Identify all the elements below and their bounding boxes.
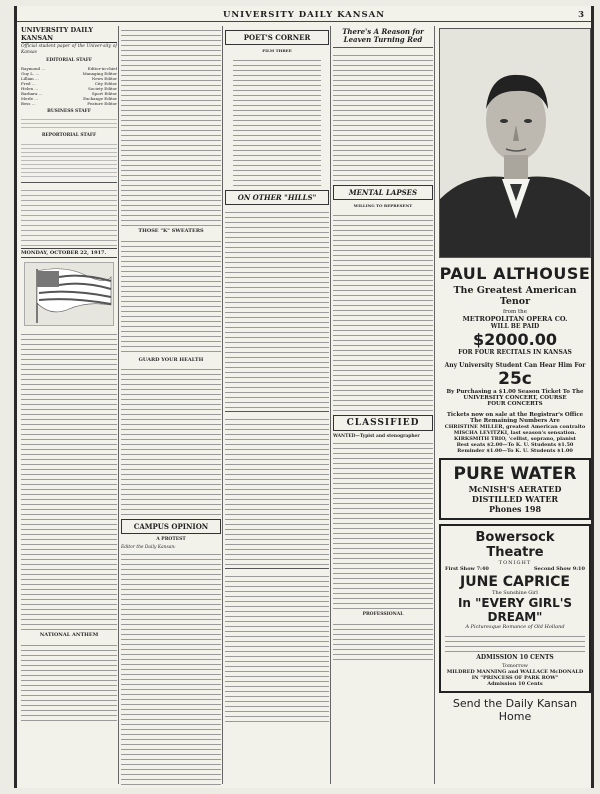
artist-name: PAUL ALTHOUSE xyxy=(439,264,591,283)
column-rule xyxy=(118,26,119,784)
health-body xyxy=(121,365,221,515)
letter-heading: A PROTEST xyxy=(156,537,186,543)
poets-corner-heading: POET'S CORNER xyxy=(225,30,329,45)
remaining-numbers: The Remaining Numbers Are xyxy=(470,418,560,424)
artist-listing-3: KIRKSMITH TRIO, 'cellist, soprano, pianist xyxy=(454,436,576,442)
from-label: from the xyxy=(503,309,527,315)
first-show: First Show 7:40 xyxy=(445,566,489,572)
other-hills-body xyxy=(225,208,329,408)
recitals-line: FOR FOUR RECITALS IN KANSAS xyxy=(458,349,572,356)
staff-name: Lillian ... xyxy=(21,75,39,81)
poem-body xyxy=(233,56,321,186)
willing-heading: WILLING TO REPRESENT xyxy=(353,203,413,208)
second-show: Second Show 9:10 xyxy=(534,566,585,572)
column-text-2 xyxy=(225,572,329,722)
artist-portrait xyxy=(439,28,591,258)
leaven-body xyxy=(333,51,433,181)
column-rule xyxy=(434,26,435,784)
tomorrow-stars: MILDRED MANNING and WALLACE McDONALD xyxy=(446,669,584,675)
staff-name: Merle ... xyxy=(21,95,39,101)
column-advertisements xyxy=(437,26,593,786)
staff-name: Barbara ... xyxy=(21,90,43,96)
ticket-line-1: By Purchasing a $1.00 Season Ticket To The xyxy=(446,389,584,395)
pure-water-sub1: McNISH'S AERATED xyxy=(468,484,562,494)
movie-star: JUNE CAPRICE xyxy=(460,574,570,590)
artist-listing-2: MISCHA LEVITZKI, last season's sensation. xyxy=(453,430,577,436)
staff-role: Society Editor xyxy=(88,85,117,91)
editorial-body xyxy=(121,26,221,226)
sweaters-body xyxy=(121,237,221,355)
theatre-name: Bowersock Theatre xyxy=(475,530,555,560)
staff-role: Editor-in-chief xyxy=(87,65,117,71)
paper-subtitle: Official student paper of the Univer-sity of Kansas xyxy=(21,44,117,55)
tomorrow-film: IN "PRINCESS OF PARK ROW" xyxy=(471,675,559,681)
reportorial-staff-lines xyxy=(21,141,117,179)
tonight-label: TONIGHT xyxy=(498,560,532,566)
staff-role: Sport Editor xyxy=(91,90,117,96)
wanted-ad: WANTED—Typist and stenographer xyxy=(333,433,420,439)
staff-name: Fred ... xyxy=(21,80,36,86)
opera-company: METROPOLITAN OPERA CO. xyxy=(462,315,568,323)
campus-opinion-heading: CAMPUS OPINION xyxy=(121,519,221,534)
divider xyxy=(225,568,329,569)
artist-listing-1: CHRISTINE MILLER, greatest American contralto xyxy=(444,424,586,430)
fee-amount: $2000.00 xyxy=(472,330,557,349)
professional-heading: PROFESSIONAL xyxy=(362,612,404,618)
other-hills-heading: ON OTHER "HILLS" xyxy=(225,190,329,205)
divider xyxy=(333,47,433,48)
lapses-body xyxy=(333,211,433,411)
artist-subtitle: The Greatest American Tenor xyxy=(453,285,577,307)
page-number: 3 xyxy=(578,10,585,20)
national-anthem-body xyxy=(21,641,117,721)
staff-name: Raymond ... xyxy=(21,65,46,71)
letter-to: Editor the Daily Kansan: xyxy=(121,544,176,550)
mental-lapses-heading: MENTAL LAPSES xyxy=(333,185,433,200)
letter-body xyxy=(121,550,221,786)
column-editorial xyxy=(21,26,117,786)
pure-water-title: PURE WATER xyxy=(453,464,577,484)
editorial-staff-heading: EDITORIAL STAFF xyxy=(46,58,92,64)
pure-water-sub2: DISTILLED WATER xyxy=(471,494,559,504)
divider xyxy=(21,182,117,183)
editorial-body xyxy=(21,330,117,630)
issue-date: MONDAY, OCTOBER 22, 1917. xyxy=(21,248,117,258)
reminder-prices: Reminder $1.00—To K. U. Students $1.00 xyxy=(457,448,573,454)
sweaters-heading: THOSE "K" SWEATERS xyxy=(138,228,204,234)
flag-illustration xyxy=(24,262,114,326)
notice-text xyxy=(21,186,117,246)
classified-heading: CLASSIFIED xyxy=(333,415,433,431)
masthead xyxy=(17,6,591,22)
show-times xyxy=(445,566,585,572)
footer-banner: Send the Daily Kansan Home xyxy=(452,697,578,723)
classified-body xyxy=(333,439,433,609)
theatre-description xyxy=(445,632,585,652)
staff-role: News Editor xyxy=(91,75,117,81)
column-rule xyxy=(222,26,223,784)
leaven-headline: There's A Reason for Leaven Turning Red xyxy=(342,27,424,44)
business-staff-heading: BUSINESS STAFF xyxy=(47,108,91,114)
admission: ADMISSION 10 CENTS xyxy=(476,654,554,661)
divider xyxy=(225,411,329,412)
ticket-line-3: FOUR CONCERTS xyxy=(487,401,543,407)
staff-name: Guy L. ... xyxy=(21,70,40,76)
staff-name: Helen ... xyxy=(21,85,39,91)
health-heading: GUARD YOUR HEALTH xyxy=(138,356,204,363)
pure-water-ad xyxy=(439,458,591,520)
newspaper-page xyxy=(14,6,594,788)
seat-prices: Best seats $2.00—To K. U. Students $1.50 xyxy=(456,442,574,448)
professional-body xyxy=(333,620,433,660)
tomorrow-admission: Admission 10 Cents xyxy=(487,681,543,687)
paper-title: UNIVERSITY DAILY KANSAN xyxy=(21,26,117,43)
staff-role: Exchange Editor xyxy=(83,95,117,101)
masthead-title: UNIVERSITY DAILY KANSAN xyxy=(222,10,386,20)
phone-number: Phones 198 xyxy=(488,504,542,514)
movie-title: In "EVERY GIRL'S DREAM" xyxy=(457,596,573,624)
national-anthem-heading: NATIONAL ANTHEM xyxy=(39,631,99,638)
movie-tagline: A Picturesque Romance of Old Holland xyxy=(465,624,565,630)
poem-title: FILM THREE xyxy=(262,48,292,53)
tomorrow-label: Tomorrow xyxy=(502,663,528,669)
column-features xyxy=(225,26,329,786)
reportorial-staff-heading: REPORTORIAL STAFF xyxy=(41,133,97,139)
column-editorials xyxy=(121,26,221,786)
column-text xyxy=(225,415,329,565)
movie-star-sub: The Sunshine Girl xyxy=(492,590,538,596)
staff-role: Managing Editor xyxy=(82,70,117,76)
column-rule xyxy=(330,26,331,784)
staff-role: Feature Editor xyxy=(87,100,117,106)
business-staff-lines xyxy=(21,116,117,130)
price: 25c xyxy=(498,369,532,389)
tickets-on-sale: Tickets now on sale at the Registrar's Office xyxy=(446,412,584,418)
ticket-line-2: UNIVERSITY CONCERT, COURSE xyxy=(463,395,567,401)
staff-list xyxy=(21,66,117,106)
staff-name: Bess ... xyxy=(21,100,36,106)
staff-role: City Editor xyxy=(94,80,117,86)
column-news xyxy=(333,26,433,786)
theatre-ad xyxy=(439,524,591,693)
will-be-paid: WILL BE PAID xyxy=(490,323,540,330)
hear-him-line: Any University Student Can Hear Him For xyxy=(444,362,586,369)
